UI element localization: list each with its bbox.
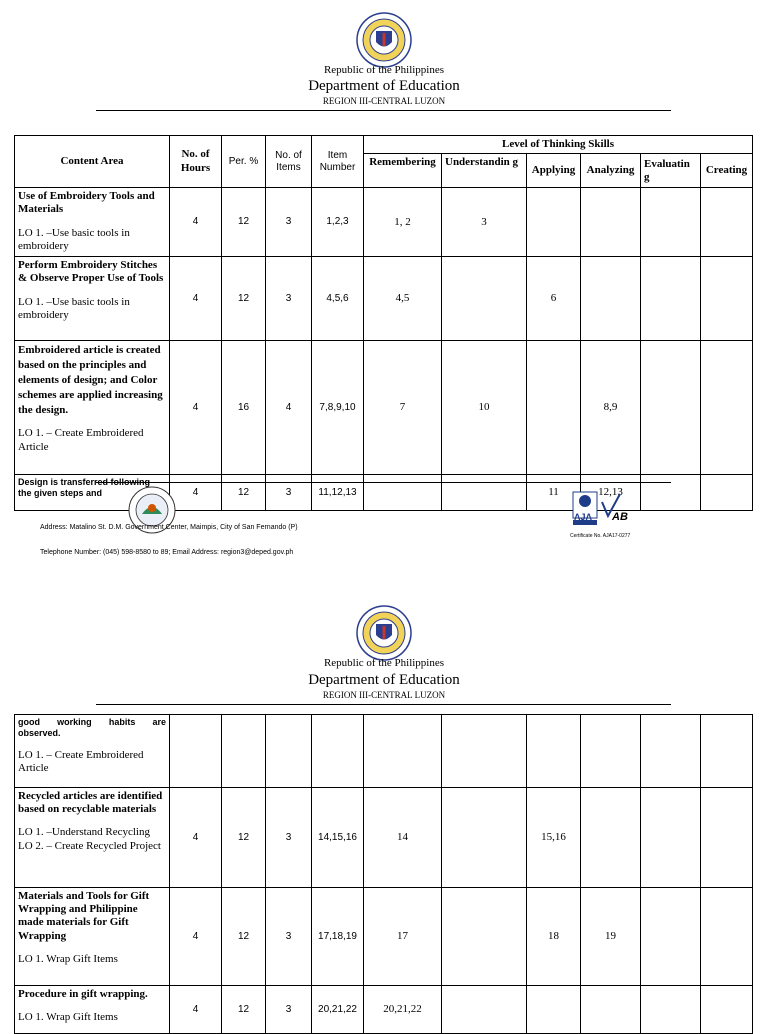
header-divider: [96, 704, 671, 705]
creating-cell: [701, 715, 753, 788]
item-number-cell: 1,2,3: [312, 188, 364, 257]
analyzing-cell: [581, 188, 641, 257]
applying-cell: [527, 341, 581, 475]
certification-mark-text: AB: [612, 511, 628, 523]
header-item-number: Item Number: [312, 136, 364, 188]
percent-cell: 12: [222, 788, 266, 888]
evaluating-cell: [641, 188, 701, 257]
analyzing-cell: [581, 715, 641, 788]
header-hours: No. of Hours: [170, 136, 222, 188]
evaluating-cell: [641, 888, 701, 986]
applying-cell: 6: [527, 257, 581, 341]
content-area-cell: [15, 788, 170, 888]
header-applying: Applying: [527, 154, 581, 188]
understanding-cell: [442, 257, 527, 341]
evaluating-cell: [641, 341, 701, 475]
item-number-cell: 14,15,16: [312, 788, 364, 888]
understanding-cell: 10: [442, 341, 527, 475]
specification-table-page2: [14, 714, 753, 1034]
creating-cell: [701, 188, 753, 257]
evaluating-cell: [641, 986, 701, 1034]
remembering-cell: 7: [364, 341, 442, 475]
understanding-cell: [442, 986, 527, 1034]
items-cell: 3: [266, 888, 312, 986]
analyzing-cell: [581, 257, 641, 341]
applying-cell: [527, 188, 581, 257]
percent-cell: 12: [222, 188, 266, 257]
evaluating-cell: [641, 788, 701, 888]
applying-cell: 15,16: [527, 788, 581, 888]
percent-cell: 16: [222, 341, 266, 475]
content-area-cell: [15, 188, 170, 257]
applying-cell: [527, 715, 581, 788]
creating-cell: [701, 475, 753, 511]
hours-cell: 4: [170, 341, 222, 475]
table-row: [15, 715, 753, 788]
percent-cell: 12: [222, 986, 266, 1034]
percent-cell: 12: [222, 475, 266, 511]
creating-cell: [701, 341, 753, 475]
creating-cell: [701, 888, 753, 986]
header-understanding: Understandin g: [442, 154, 527, 188]
analyzing-cell: [581, 986, 641, 1034]
content-area-cell: [15, 341, 170, 475]
hours-cell: 4: [170, 475, 222, 511]
hours-cell: [170, 715, 222, 788]
percent-cell: [222, 715, 266, 788]
table-row: [15, 788, 753, 888]
creating-cell: [701, 257, 753, 341]
creating-cell: [701, 986, 753, 1034]
republic-label: Republic of the Philippines: [323, 657, 445, 669]
items-cell: 3: [266, 188, 312, 257]
remembering-cell: 17: [364, 888, 442, 986]
items-cell: 3: [266, 788, 312, 888]
understanding-cell: [442, 715, 527, 788]
certification-logo-text: AJA: [574, 512, 593, 522]
hours-cell: 4: [170, 188, 222, 257]
learning-outcome: LO 1. –Understand Recycling LO 2. – Create Recycled Project: [18, 826, 161, 852]
item-number-cell: [312, 715, 364, 788]
remembering-cell: 14: [364, 788, 442, 888]
table-row: [15, 888, 753, 986]
learning-outcome: LO 1. –Use basic tools in embroidery: [18, 226, 130, 252]
content-area-cell: [15, 257, 170, 341]
understanding-cell: [442, 475, 527, 511]
table-row: [15, 341, 753, 475]
content-title: Use of Embroidery Tools and Materials: [18, 190, 155, 216]
items-cell: 3: [266, 257, 312, 341]
header-analyzing: Analyzing: [581, 154, 641, 188]
applying-cell: [527, 986, 581, 1034]
learning-outcome: LO 1. – Create Embroidered Article: [18, 748, 144, 774]
content-title: Embroidered article is created based on the principles and elements of design; and Color schemes are applied increasing the design.: [18, 344, 163, 416]
content-title: Perform Embroidery Stitches & Observe Proper Use of Tools: [18, 259, 164, 285]
header-items: No. of Items: [266, 136, 312, 188]
content-area-cell: [15, 715, 170, 788]
content-title: Procedure in gift wrapping.: [18, 988, 148, 1000]
items-cell: 3: [266, 986, 312, 1034]
header-evaluating: Evaluatin g: [641, 154, 701, 188]
deped-seal-icon: [356, 12, 412, 68]
analyzing-cell: [581, 788, 641, 888]
region-label: REGION III-CENTRAL LUZON: [322, 96, 446, 106]
items-cell: [266, 715, 312, 788]
applying-cell: 18: [527, 888, 581, 986]
item-number-cell: 4,5,6: [312, 257, 364, 341]
hours-cell: 4: [170, 257, 222, 341]
hours-cell: 4: [170, 986, 222, 1034]
header-creating: Creating: [701, 154, 753, 188]
footer-telephone: Telephone Number: (045) 598-8580 to 89; Email Address: region3@deped.gov.ph: [40, 549, 294, 556]
percent-cell: 12: [222, 257, 266, 341]
content-title: Design is transferred following the given steps and: [18, 477, 151, 498]
items-cell: 3: [266, 475, 312, 511]
content-title: good working habits are observed.: [18, 717, 166, 738]
understanding-cell: [442, 888, 527, 986]
remembering-cell: [364, 475, 442, 511]
department-title: Department of Education: [308, 78, 460, 94]
learning-outcome: LO 1. – Create Embroidered Article: [18, 427, 144, 453]
remembering-cell: [364, 715, 442, 788]
analyzing-cell: 12,13: [581, 475, 641, 511]
content-title: Materials and Tools for Gift Wrapping and Philippine made materials for Gift Wrapping: [18, 890, 150, 942]
item-number-cell: 7,8,9,10: [312, 341, 364, 475]
table-row: [15, 188, 753, 257]
table-row: [15, 475, 753, 511]
item-number-cell: 11,12,13: [312, 475, 364, 511]
content-area-cell: [15, 986, 170, 1034]
items-cell: 4: [266, 341, 312, 475]
remembering-cell: 4,5: [364, 257, 442, 341]
certification-logo-icon: [572, 490, 634, 530]
content-title: Recycled articles are identified based on recyclable materials: [18, 790, 163, 816]
item-number-cell: 17,18,19: [312, 888, 364, 986]
content-area-cell: [15, 888, 170, 986]
footer-address: Address: Matalino St. D.M. Government Center, Maimpis, City of San Fernando (P): [40, 524, 298, 531]
header-content-area: Content Area: [15, 136, 170, 188]
applying-cell: 11: [527, 475, 581, 511]
understanding-cell: 3: [442, 188, 527, 257]
region-label: REGION III-CENTRAL LUZON: [322, 690, 446, 700]
creating-cell: [701, 788, 753, 888]
table-row: [15, 257, 753, 341]
percent-cell: 12: [222, 888, 266, 986]
remembering-cell: 20,21,22: [364, 986, 442, 1034]
header-remembering: Remembering: [364, 154, 442, 188]
header-percent: Per. %: [222, 136, 266, 188]
evaluating-cell: [641, 715, 701, 788]
understanding-cell: [442, 788, 527, 888]
learning-outcome: LO 1. –Use basic tools in embroidery: [18, 295, 130, 321]
header-divider: [96, 110, 671, 111]
department-title: Department of Education: [308, 672, 460, 688]
remembering-cell: 1, 2: [364, 188, 442, 257]
evaluating-cell: [641, 257, 701, 341]
evaluating-cell: [641, 475, 701, 511]
hours-cell: 4: [170, 788, 222, 888]
learning-outcome: LO 1. Wrap Gift Items: [18, 1011, 118, 1024]
republic-label: Republic of the Philippines: [323, 64, 445, 76]
header-lots: Level of Thinking Skills: [364, 136, 753, 154]
specification-table-page1: [14, 135, 753, 511]
analyzing-cell: 19: [581, 888, 641, 986]
deped-seal-icon: [356, 605, 412, 661]
footer-divider: [96, 482, 671, 483]
item-number-cell: 20,21,22: [312, 986, 364, 1034]
table-row: [15, 986, 753, 1034]
learning-outcome: LO 1. Wrap Gift Items: [18, 952, 118, 965]
analyzing-cell: 8,9: [581, 341, 641, 475]
certificate-number: Certificate No. AJA17-0277: [570, 533, 631, 539]
hours-cell: 4: [170, 888, 222, 986]
